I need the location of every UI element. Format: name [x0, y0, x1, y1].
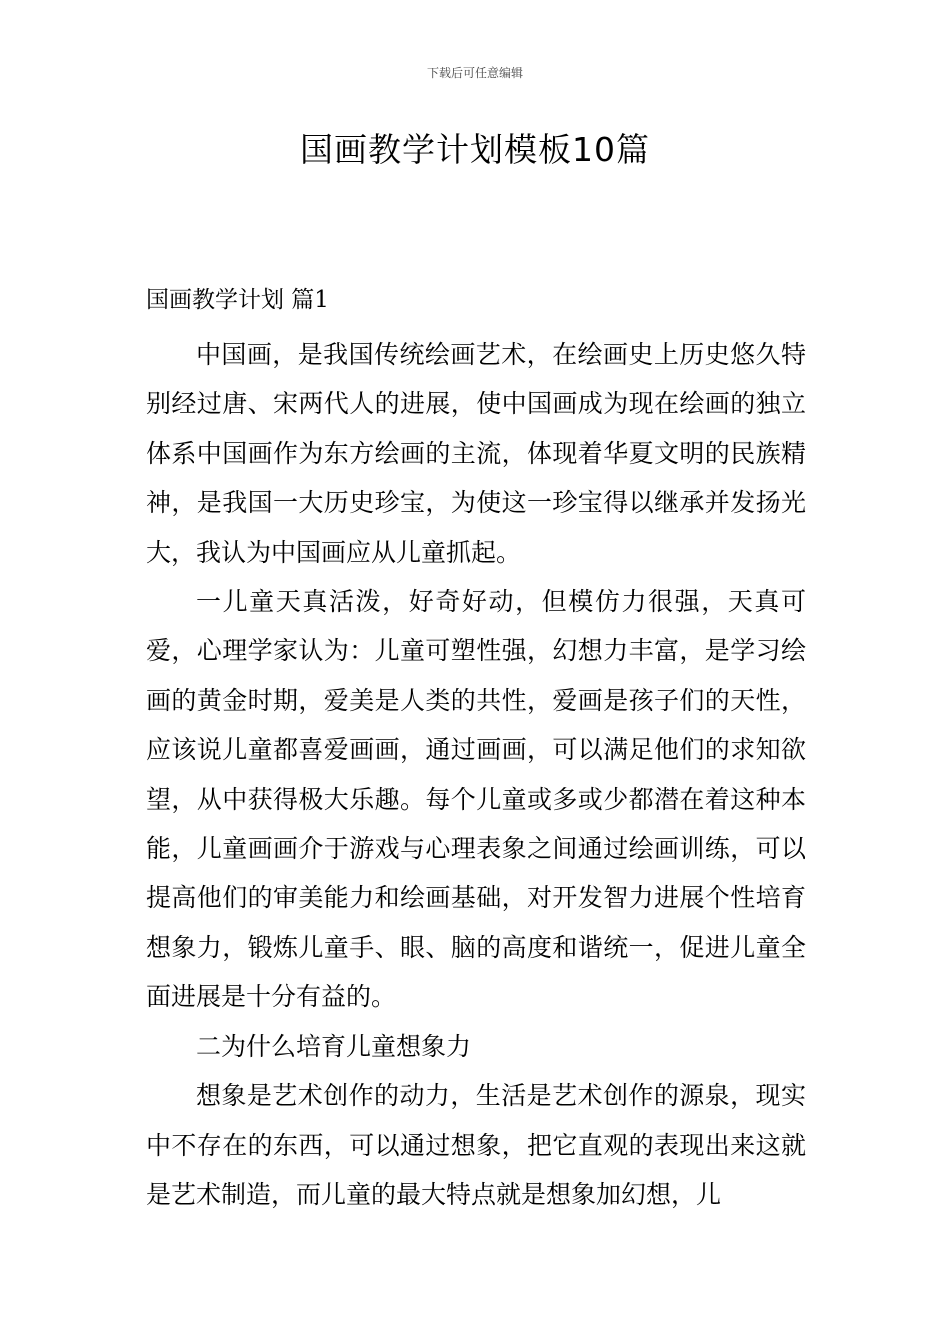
paragraph-1: 中国画，是我国传统绘画艺术，在绘画史上历史悠久特别经过唐、宋两代人的进展，使中国画成为现在绘画的独立体系中国画作为东方绘画的主流，体现着华夏文明的民族精神，是我国一大历史珍宝，为使这一珍宝得以继承并发扬光大，我认为中国画应从儿童抓起。	[146, 340, 806, 567]
section-heading: 国画教学计划 篇1	[146, 287, 329, 313]
paragraph-2: 一儿童天真活泼，好奇好动，但模仿力很强，天真可爱，心理学家认为：儿童可塑性强，幻想力丰富，是学习绘画的黄金时期，爱美是人类的共性，爱画是孩子们的天性，应该说儿童都喜爱画画，通过画画，可以满足他们的求知欲望，从中获得极大乐趣。每个儿童或多或少都潜在着这种本能，儿童画画介于游戏与心理表象之间通过绘画训练，可以提高他们的审美能力和绘画基础，对开发智力进展个性培育想象力，锻炼儿童手、眼、脑的高度和谐统一，促进儿童全面进展是十分有益的。	[146, 587, 806, 1012]
paragraph-3-subheading: 二为什么培育儿童想象力	[196, 1031, 472, 1061]
document-body	[146, 330, 806, 1219]
document-title: 国画教学计划模板10篇	[300, 130, 650, 169]
header-note: 下载后可任意编辑	[426, 66, 523, 80]
paragraph-4: 想象是艺术创作的动力，生活是艺术创作的源泉，现实中不存在的东西，可以通过想象，把它直观的表现出来这就是艺术制造，而儿童的最大特点就是想象加幻想，儿	[146, 1081, 806, 1209]
